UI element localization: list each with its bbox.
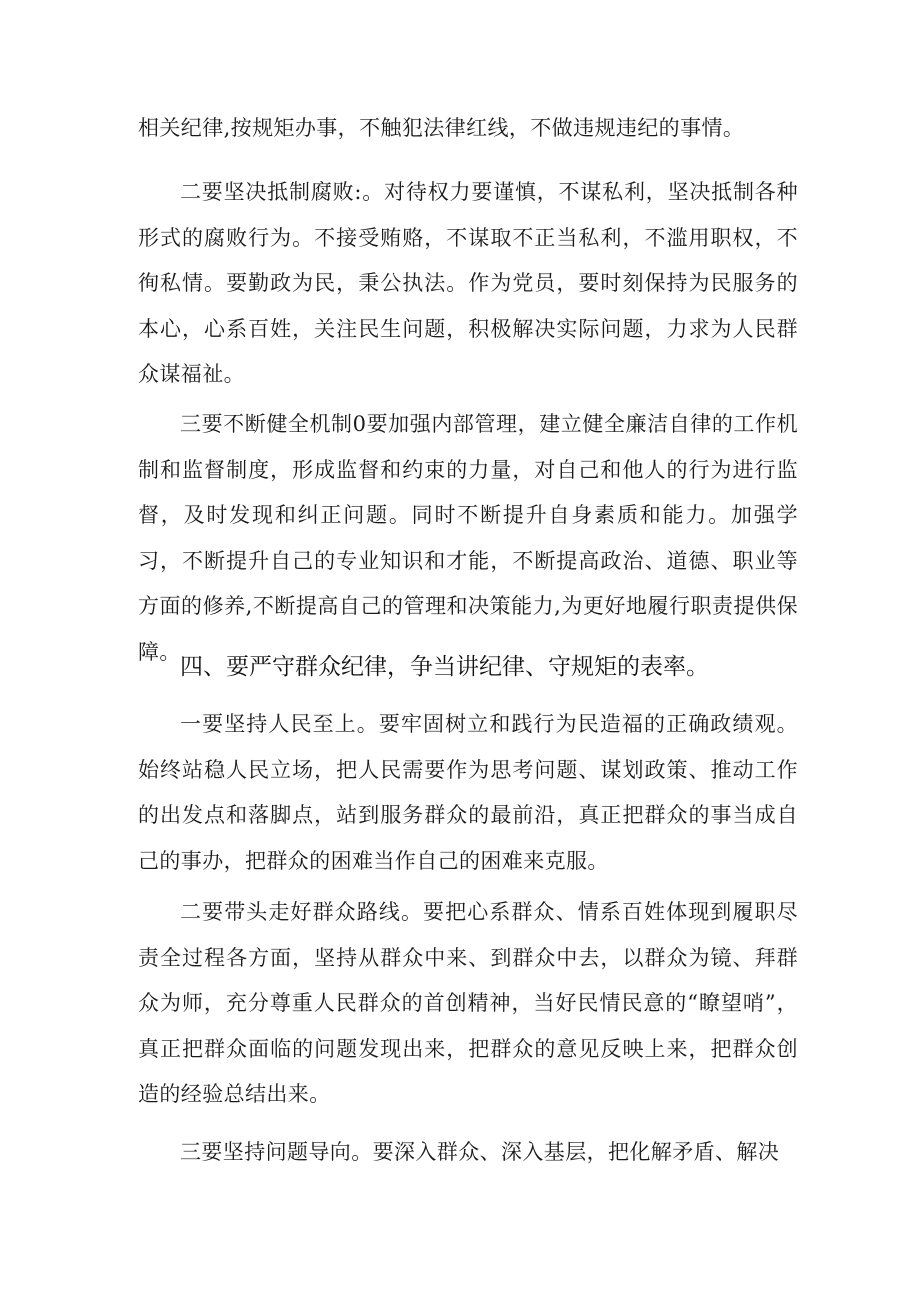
paragraph-people-first: 一要坚持人民至上。要牢固树立和践行为民造福的正确政绩观。始终站稳人民立场，把人民需要作为思考问题、谋划政策、推动工作的出发点和落脚点，站到服务群众的最前沿，真正把群众的事当成自己的事办，把群众的困难当作自己的困难来克服。 xyxy=(138,712,798,873)
paragraph-improve-mechanism: 三要不断健全机制0要加强内部管理，建立健全廉洁自律的工作机制和监督制度，形成监督和约束的力量，对自己和他人的行为进行监督，及时发现和纠正问题。同时不断提升自身素质和能力。加强学习，不断提升自己的专业知识和才能，不断提高政治、道德、职业等方面的修养,不断提高自己的管理和决策能力,为更好地履行职责提供保障。 xyxy=(138,412,798,664)
paragraph-resist-corruption: 二要坚决抵制腐败:。对待权力要谨慎，不谋私利，坚决抵制各种形式的腐败行为。不接受贿赂，不谋取不正当私利，不滥用职权，不徇私情。要勤政为民，秉公执法。作为党员，要时刻保持为民服务的本心，心系百姓，关注民生问题，积极解决实际问题，力求为人民群众谋福祉。 xyxy=(138,180,798,386)
paragraph-mass-line: 二要带头走好群众路线。要把心系群众、情系百姓体现到履职尽责全过程各方面，坚持从群众中来、到群众中去，以群众为镜、拜群众为师，充分尊重人民群众的首创精神，当好民情民意的“瞭望哨”，真正把群众面临的问题发现出来，把群众的意见反映上来，把群众创造的经验总结出来。 xyxy=(138,900,798,1106)
paragraph-problem-oriented: 三要坚持问题导向。要深入群众、深入基层，把化解矛盾、解决 xyxy=(180,1140,780,1164)
paragraph-continuation: 相关纪律,按规矩办事，不触犯法律红线，不做违规违纪的事情。 xyxy=(138,116,745,140)
section-heading: 四、要严守群众纪律，争当讲纪律、守规矩的表率。 xyxy=(180,654,709,680)
